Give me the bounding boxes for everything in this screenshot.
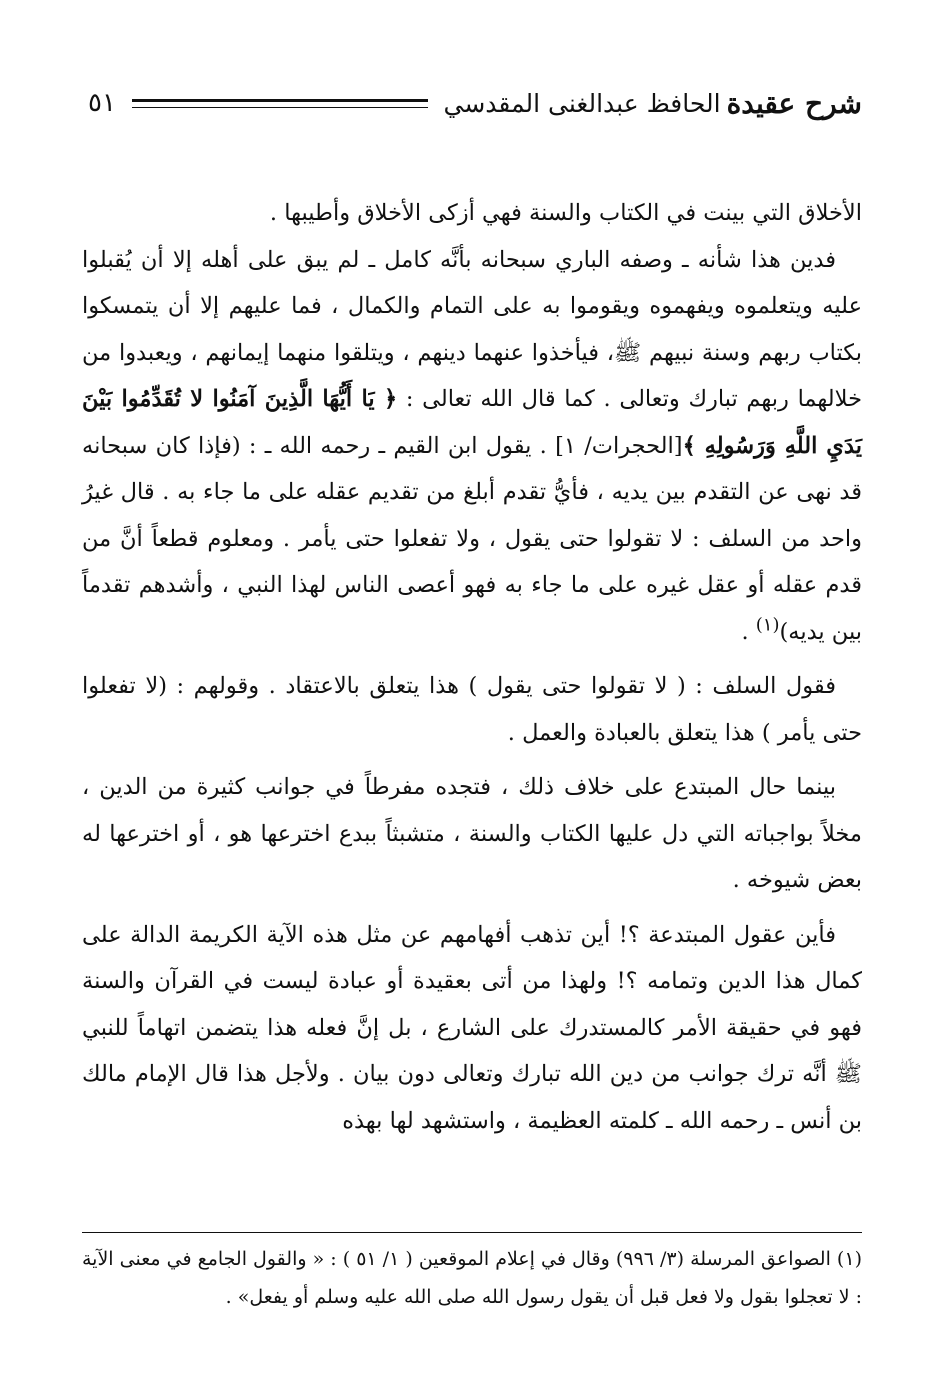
paragraph-2-text-b: [الحجرات/ ١] . يقول ابن القيم ـ رحمه الله ـ : (فإذا كان سبحانه قد نهى عن التقدم بين يديه ، فأيُّ تقدم أبلغ من تقديم عقله على ما جاء به . قال غيرُ واحد من السلف : لا تقولوا حتى يقول ، ولا تفعلوا حتى يأمر . ومعلوم قطعاً أنَّ من قدم عقله أو عقل غيره على ما جاء به فهو أعصى الناس لهذا النبي ، وأشدهم تقدماً بين يديه) xyxy=(82,432,862,645)
paragraph-3: فقول السلف : ( لا تقولوا حتى يقول ) هذا يتعلق بالاعتقاد . وقولهم : (لا تفعلوا حتى يأمر ) هذا يتعلق بالعبادة والعمل . xyxy=(82,673,862,746)
footnote-1: (١) الصواعق المرسلة (٣/ ٩٩٦) وقال في إعلام الموقعين ( ١/ ٥١ ) : « والقول الجامع في معنى الآية : لا تعجلوا بقول ولا فعل قبل أن يقول رسول الله صلى الله عليه وسلم أو يفعل» . xyxy=(82,1248,862,1308)
header-rule xyxy=(132,99,428,108)
paragraph-2-text-a: فدين هذا شأنه ـ وصفه الباري سبحانه بأنَّه كامل ـ لم يبق على أهله إلا أن يُقبلوا عليه ويتعلموه ويفهموه ويقوموا به على التمام والكمال ، فما عليهم إلا أن يتمسكوا بكتاب ربهم وسنة نبيهم ﷺ، فيأخذوا عنهما دينهم ، ويتلقوا منهما إيمانهم ، ويعبدوا من خلالهما ربهم تبارك وتعالى . كما قال الله تعالى : xyxy=(82,246,862,412)
quran-verse: ﴿ يَا أَيُّهَا الَّذِينَ آمَنُوا لا تُقَدِّمُوا بَيْنَ يَدَيِ اللَّهِ وَرَسُولِهِ ﴾ xyxy=(82,386,862,459)
header-title-strong: شرح عقيدة xyxy=(726,86,862,120)
running-header xyxy=(88,78,862,128)
paragraph-1: الأخلاق التي بينت في الكتاب والسنة فهي أزكى الأخلاق وأطيبها . xyxy=(269,200,862,226)
paragraph-2 xyxy=(82,237,862,656)
paragraph-4: بينما حال المبتدع على خلاف ذلك ، فتجده مفرطاً في جوانب كثيرة من الدين ، مخلاً بواجباته التي دل عليها الكتاب والسنة ، متشبثاً ببدع اخترعها هو ، أو اخترعها له بعض شيوخه . xyxy=(82,774,862,893)
paragraph-5: فأين عقول المبتدعة ؟! أين تذهب أفهامهم عن مثل هذه الآية الكريمة الدالة على كمال هذا الدين وتمامه ؟! ولهذا من أتى بعقيدة أو عبادة ليست في القرآن والسنة فهو في حقيقة الأمر كالمستدرك على الشارع ، بل إنَّ فعله هذا يتضمن اتهاماً للنبي ﷺ أنَّه ترك جوانب من دين الله تبارك وتعالى دون بيان . ولأجل هذا قال الإمام مالك بن أنس ـ رحمه الله ـ كلمته العظيمة ، واستشهد لها بهذه xyxy=(82,921,862,1134)
paragraph-2-end: . xyxy=(741,618,756,645)
footnote-separator xyxy=(82,1232,862,1233)
footnote-reference: (١) xyxy=(755,614,780,635)
page-number: ٥١ xyxy=(88,88,116,118)
header-title-rest: الحافظ عبدالغنى المقدسي xyxy=(443,88,721,118)
main-text xyxy=(82,190,862,1144)
footnote-area xyxy=(82,1240,862,1316)
